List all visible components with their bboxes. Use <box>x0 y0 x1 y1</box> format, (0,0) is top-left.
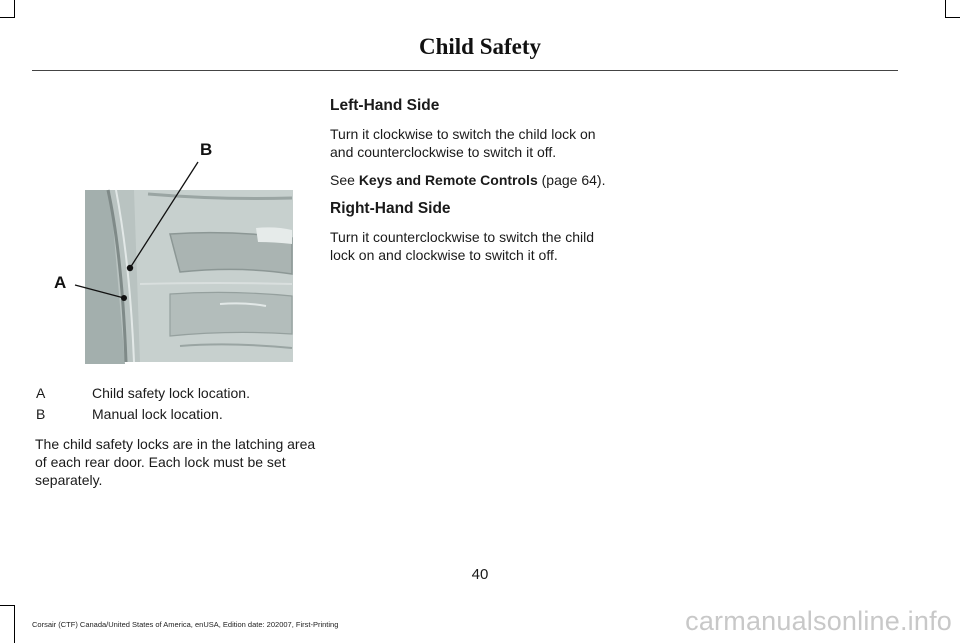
door-pocket <box>170 292 292 336</box>
door-illustration <box>30 134 295 366</box>
right-hand-side-text: Turn it counterclockwise to switch the child lock on and clockwise to switch it off. <box>330 229 595 263</box>
legend-key: B <box>36 406 46 422</box>
crop-mark <box>14 605 15 643</box>
watermark: carmanualsonline.info <box>685 606 952 636</box>
right-hand-side-heading: Right-Hand Side <box>330 200 451 217</box>
trim-line <box>140 283 292 284</box>
see-prefix: See <box>330 172 359 188</box>
door-panel <box>134 190 293 362</box>
legend-text: Child safety lock location. <box>92 385 250 401</box>
header-divider <box>32 70 898 71</box>
crop-mark <box>0 605 15 606</box>
crop-mark <box>945 17 960 18</box>
legend-key: A <box>36 385 46 401</box>
page-number: 40 <box>471 566 489 583</box>
keys-remote-controls-link[interactable]: Keys and Remote Controls <box>358 172 538 188</box>
instructions-column <box>330 96 615 264</box>
crop-mark <box>14 0 15 18</box>
crop-mark <box>945 0 946 18</box>
legend-text: Manual lock location. <box>92 406 223 422</box>
page-title: Child Safety <box>418 34 542 59</box>
callout-label-a: A <box>54 273 67 292</box>
footer-edition: Corsair (CTF) Canada/United States of America, enUSA, Edition date: 202007, First-Printing <box>32 620 339 629</box>
callout-label-b: B <box>200 140 213 159</box>
see-reference <box>330 171 615 189</box>
handle-recess <box>256 227 292 244</box>
crop-mark <box>0 17 15 18</box>
see-suffix: (page 64). <box>537 172 606 188</box>
door-latch-figure <box>30 134 295 366</box>
left-hand-side-text: Turn it clockwise to switch the child lock on and counterclockwise to switch it off. <box>330 126 596 160</box>
left-hand-side-heading: Left-Hand Side <box>330 97 440 114</box>
child-lock-description: The child safety locks are in the latching area of each rear door. Each lock must be set separately. <box>35 436 316 488</box>
